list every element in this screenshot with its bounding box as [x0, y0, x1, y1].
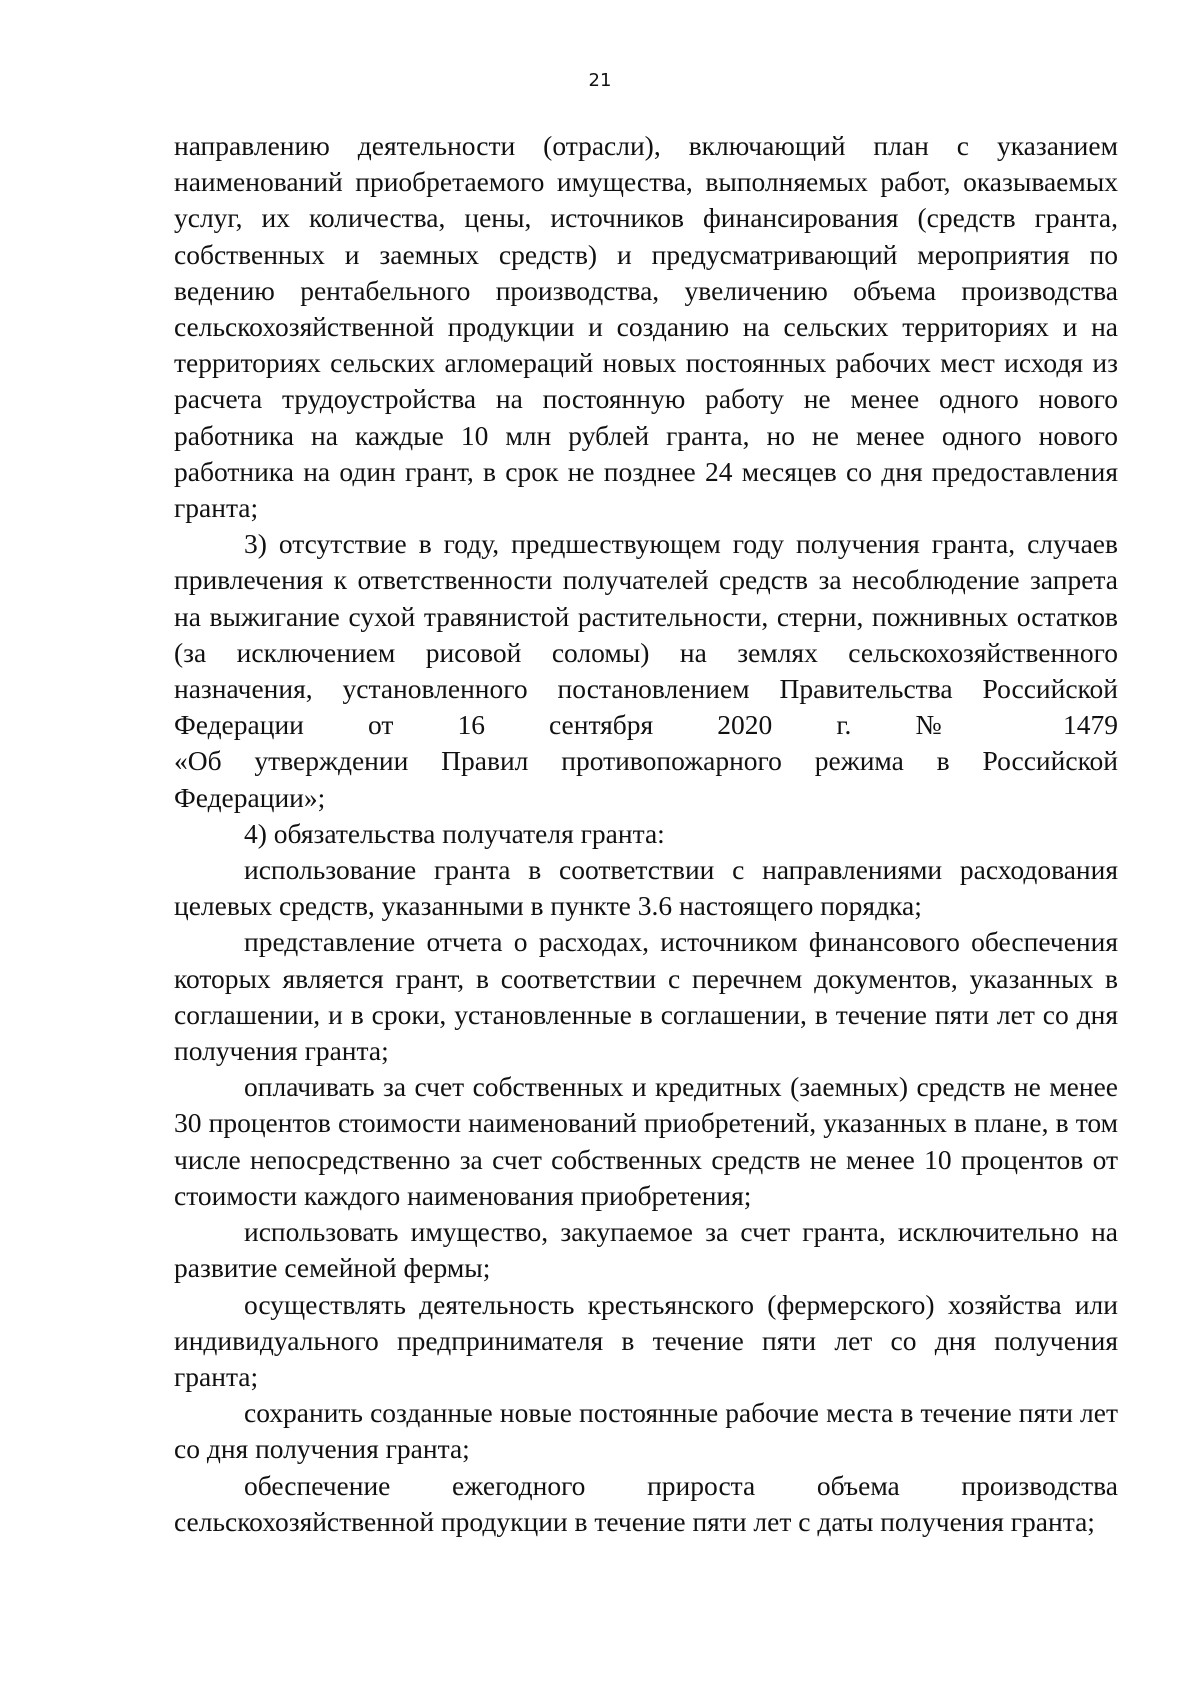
- paragraph-item-4: 4) обязательства получателя гранта:: [244, 817, 665, 849]
- page-number: 21: [588, 70, 612, 91]
- paragraph-item-3: 3) отсутствие в году, предшествующем году получения гранта, случаев привлечения к ответственности получателей средств за несоблюдение запрета на выжигание сухой травянистой растительности, стерни, пожнивных остатков (за исключением рисовой соломы) на землях сельскохозяйственного назначения, установленного постановлением Правительства Российской Федерации от 16 сентября 2020 г. № 1479: [174, 528, 1118, 741]
- document-body: [174, 128, 1118, 1540]
- paragraph-obligation: сохранить созданные новые постоянные рабочие места в течение пяти лет со дня получения гранта;: [174, 1397, 1118, 1465]
- paragraph-obligation: оплачивать за счет собственных и кредитных (заемных) средств не менее 30 процентов стоимости наименований приобретений, указанных в плане, в том числе непосредственно за счет собственных средств не менее 10 процентов от стоимости каждого наименования приобретения;: [174, 1071, 1118, 1211]
- paragraph-obligation: использование гранта в соответствии с направлениями расходования целевых средств, указанными в пункте 3.6 настоящего порядка;: [174, 854, 1118, 922]
- paragraph-item-3-end: «Об утверждении Правил противопожарного режима в Российской Федерации»;: [174, 745, 1118, 813]
- paragraph-obligation: обеспечение ежегодного прироста объема производства сельскохозяйственной продукции в течение пяти лет с даты получения гранта;: [174, 1469, 1118, 1537]
- paragraph-obligation: представление отчета о расходах, источником финансового обеспечения которых является грант, в соответствии с перечнем документов, указанных в соглашении, и в сроки, установленные в соглашении, в течение пяти лет со дня получения гранта;: [174, 926, 1118, 1067]
- paragraph-continuation: направлению деятельности (отрасли), включающий план с указанием наименований приобретаемого имущества, выполняемых работ, оказываемых услуг, их количества, цены, источников финансирования (средств гранта, собственных и заемных средств) и предусматривающий мероприятия по ведению рентабельного производства, увеличению объема производства сельскохозяйственной продукции и созданию на сельских территориях и на территориях сельских агломераций новых постоянных рабочих мест исходя из расчета трудоустройства на постоянную работу не менее одного нового работника на каждые 10 млн рублей гранта, но не менее одного нового работника на один грант, в срок не позднее 24 месяцев со дня предоставления гранта;: [174, 130, 1118, 524]
- paragraph-obligation: использовать имущество, закупаемое за счет гранта, исключительно на развитие семейной фермы;: [174, 1216, 1118, 1284]
- paragraph-obligation: осуществлять деятельность крестьянского (фермерского) хозяйства или индивидуального предпринимателя в течение пяти лет со дня получения гранта;: [174, 1288, 1118, 1392]
